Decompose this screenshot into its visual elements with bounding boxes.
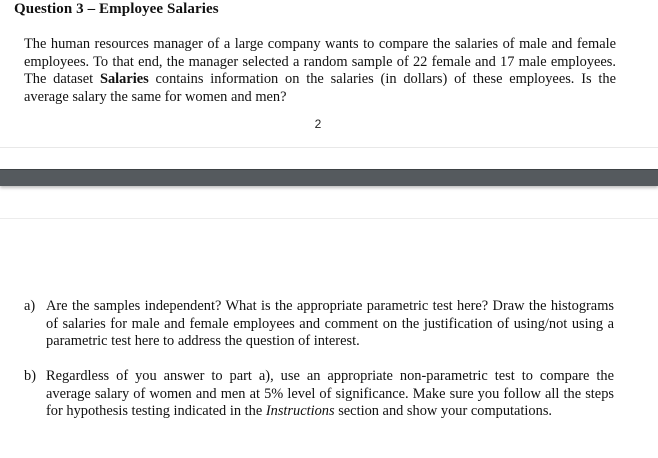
part-b-text-start: Regardless of you answer to part a), use an appropriate non-parametric test to compare the average salary of women and men at 5% level of significance. Make sure you follow all the steps for hypothesis testing indicated in the xyxy=(46,368,614,419)
part-b-marker: b) xyxy=(24,368,36,384)
instructions-reference: Instructions xyxy=(265,403,335,419)
intro-text-end: contains information on the salaries (in dollars) of these employees. Is the average salary the same for women and men? xyxy=(24,71,616,105)
question-intro-paragraph xyxy=(24,36,616,106)
part-a-marker: a) xyxy=(24,298,36,314)
intro-text-start: The human resources manager of a large company wants to compare the salaries of male and female employees. To that end, the manager selected a random sample of 22 female and 17 male employees. The dataset xyxy=(24,36,616,87)
question-part-b xyxy=(24,368,614,421)
part-a-text: Are the samples independent? What is the appropriate parametric test here? Draw the histograms of salaries for male and female employees and comment on the justification of using/not using a parametric test here to address the question of interest. xyxy=(46,298,614,349)
page-number: 2 xyxy=(314,117,322,131)
part-b-text-end: section and show your computations. xyxy=(334,403,553,419)
dataset-name: Salaries xyxy=(99,71,149,87)
next-page-top-edge xyxy=(0,218,658,219)
question-part-a xyxy=(24,298,614,351)
question-heading: Question 3 – Employee Salaries xyxy=(14,1,219,17)
page-break-gap xyxy=(0,170,658,186)
part-b-text xyxy=(46,368,614,421)
